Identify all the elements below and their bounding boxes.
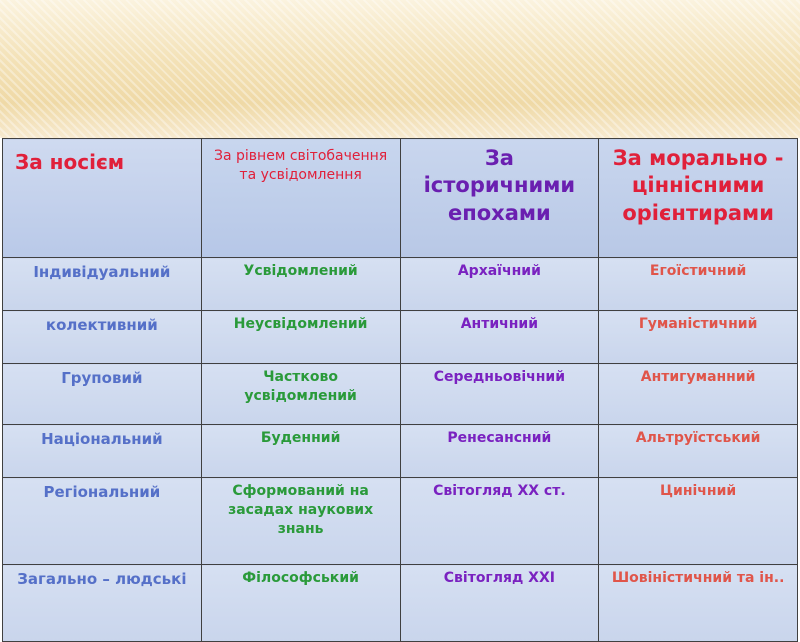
cell-moral: Антигуманний — [599, 364, 798, 425]
header-carrier: За носієм — [3, 139, 202, 258]
table-row — [3, 565, 798, 642]
cell-carrier: Індивідуальний — [3, 258, 202, 311]
cell-moral: Цинічний — [599, 478, 798, 565]
header-moral-values: За морально - ціннісними орієнтирами — [599, 139, 798, 258]
cell-awareness: Частково усвідомлений — [201, 364, 400, 425]
table-row — [3, 364, 798, 425]
cell-epoch: Світогляд ХХІ — [400, 565, 599, 642]
table-header-row — [3, 139, 798, 258]
cell-epoch: Архаїчний — [400, 258, 599, 311]
cell-carrier: Національний — [3, 425, 202, 478]
cell-moral: Шовіністичний та ін.. — [599, 565, 798, 642]
worldview-classification-table-container — [2, 138, 798, 600]
cell-awareness: Неусвідомлений — [201, 311, 400, 364]
table-row — [3, 478, 798, 565]
cell-moral: Альтруїстський — [599, 425, 798, 478]
cell-moral: Егоїстичний — [599, 258, 798, 311]
cell-epoch: Античний — [400, 311, 599, 364]
cell-awareness: Усвідомлений — [201, 258, 400, 311]
cell-awareness: Сформований на засадах наукових знань — [201, 478, 400, 565]
cell-carrier: Регіональний — [3, 478, 202, 565]
worldview-classification-table — [2, 138, 798, 642]
cell-carrier: Загально – людські — [3, 565, 202, 642]
cell-carrier: Груповий — [3, 364, 202, 425]
cell-awareness: Буденний — [201, 425, 400, 478]
cell-moral: Гуманістичний — [599, 311, 798, 364]
table-row — [3, 311, 798, 364]
table-row — [3, 425, 798, 478]
header-historical-epochs: За історичними епохами — [400, 139, 599, 258]
decorative-header-band — [0, 0, 800, 138]
header-awareness-level: За рівнем світобачення та усвідомлення — [201, 139, 400, 258]
cell-awareness: Філософський — [201, 565, 400, 642]
cell-carrier: колективний — [3, 311, 202, 364]
table-row — [3, 258, 798, 311]
cell-epoch: Середньовічний — [400, 364, 599, 425]
cell-epoch: Ренесансний — [400, 425, 599, 478]
cell-epoch: Світогляд ХХ ст. — [400, 478, 599, 565]
